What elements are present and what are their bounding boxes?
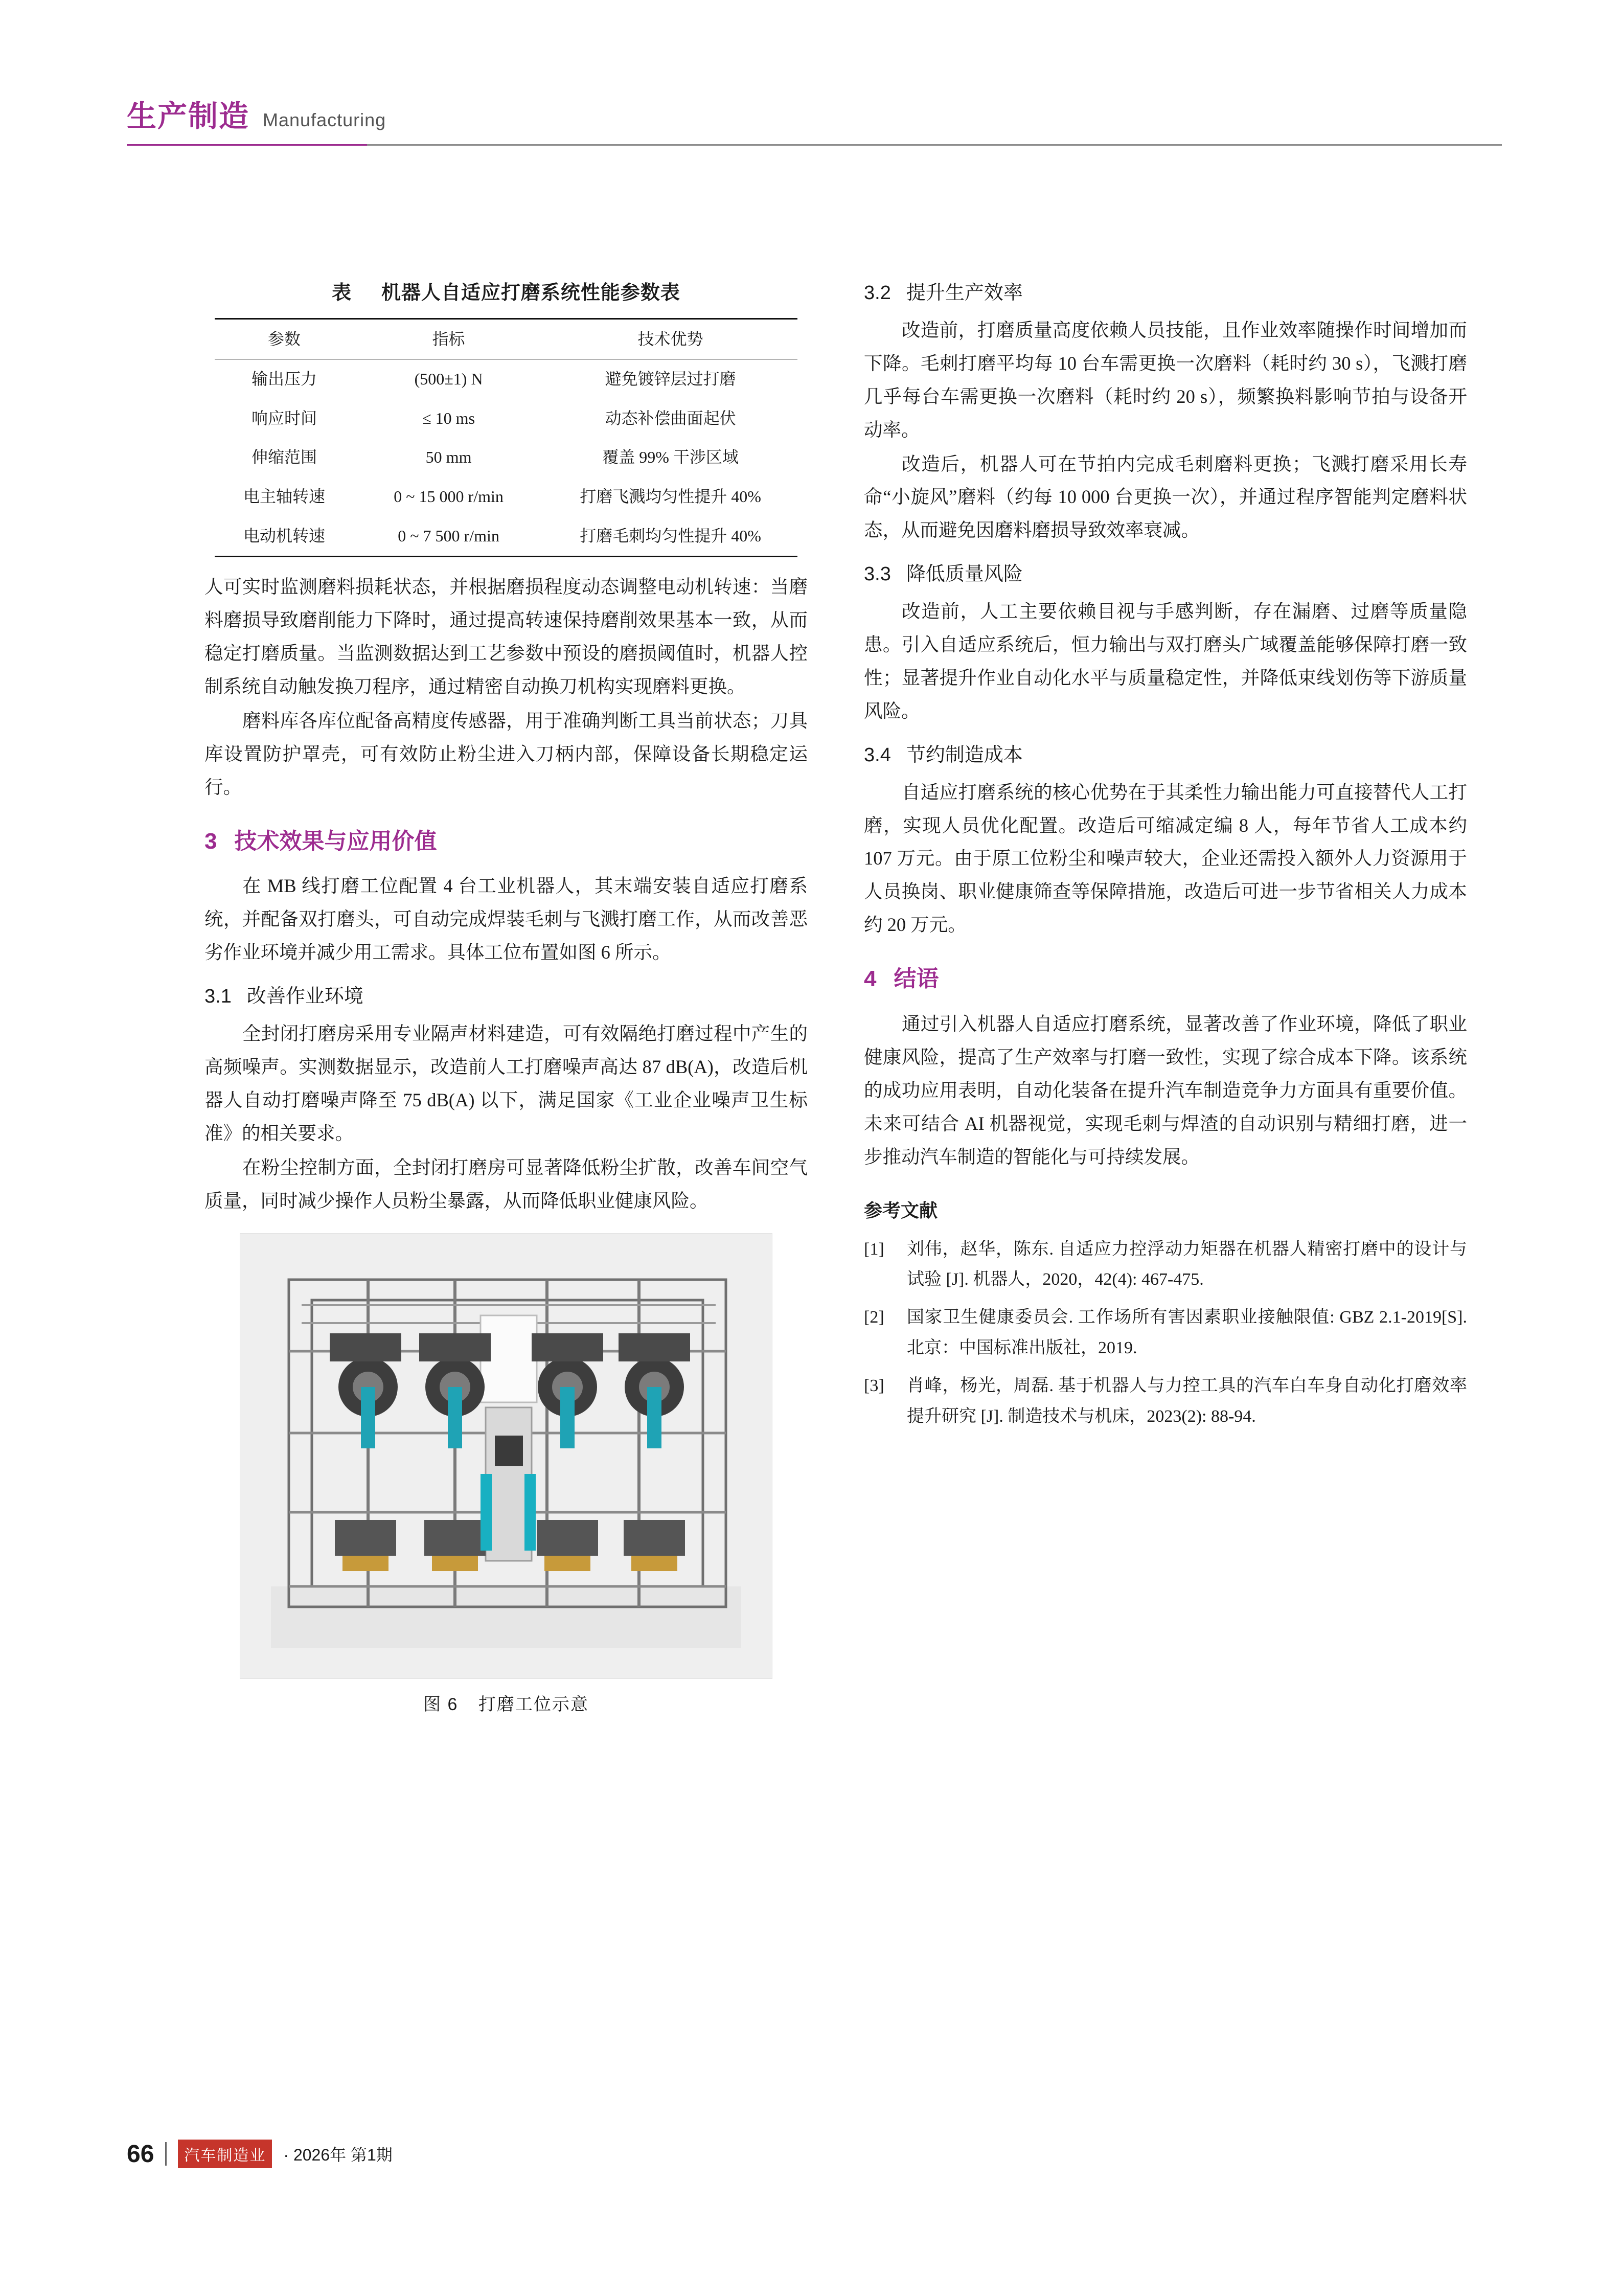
reference-text: 肖峰，杨光，周磊. 基于机器人与力控工具的汽车白车身自动化打磨效率提升研究 [J]. 制造技术与机床，2023(2): 88-94.	[907, 1376, 1467, 1426]
table-cell: ≤ 10 ms	[422, 408, 475, 427]
table-col-index: 指标	[354, 319, 543, 359]
body-paragraph: 在粉尘控制方面，全封闭打磨房可显著降低粉尘扩散，改善车间空气质量，同时减少操作人员粉尘暴露，从而降低职业健康风险。	[204, 1156, 808, 1211]
body-paragraph: 改造后，机器人可在节拍内完成毛刺磨料更换；飞溅打磨采用长寿命“小旋风”磨料（约每 10 000 台更换一次），并通过程序智能判定磨料状态，从而避免因磨料磨损导致效率衰减。	[864, 453, 1467, 541]
magazine-name: 汽车制造业	[178, 2140, 272, 2168]
issue-info: · 2026年 第1期	[283, 2146, 393, 2164]
reference-text: 国家卫生健康委员会. 工作场所有害因素职业接触限值: GBZ 2.1-2019[S]. 北京：中国标准出版社，2019.	[907, 1308, 1467, 1358]
body-paragraph: 人可实时监测磨料损耗状态，并根据磨损程度动态调整电动机转速：当磨料磨损导致磨削能力下降时，通过提高转速保持磨削效果基本一致，从而稳定打磨质量。当监测数据达到工艺参数中预设的磨损阈值时，机器人控制系统自动触发换刀程序，通过精密自动换刀机构实现磨料更换。	[204, 576, 808, 697]
body-paragraph: 全封闭打磨房采用专业隔声材料建造，可有效隔绝打磨过程中产生的高频噪声。实测数据显示，改造前人工打磨噪声高达 87 dB(A)，改造后机器人自动打磨噪声降至 75 dB(A) 以下，满足国家《工业企业噪声卫生标准》的相关要求。	[204, 1022, 808, 1144]
reference-item	[864, 1234, 1467, 1295]
table-row	[215, 399, 797, 438]
parameter-table-block	[204, 276, 808, 557]
table-cell: (500±1) N	[414, 369, 483, 388]
subsection-heading-3-3	[864, 557, 1467, 592]
subsection-title: 提升生产效率	[906, 282, 1023, 304]
page-number: 66	[127, 2140, 154, 2168]
reference-number: [3]	[864, 1376, 884, 1395]
table-row	[215, 516, 797, 556]
table-cell: 电动机转速	[215, 516, 354, 556]
table-cell: 避免镀锌层过打磨	[605, 369, 736, 388]
table-caption-text: 机器人自适应打磨系统性能参数表	[381, 282, 680, 304]
table-cell: 输出压力	[251, 369, 317, 388]
section-number: 3	[204, 829, 217, 854]
table-caption-label: 表	[332, 282, 352, 304]
subsection-heading-3-2	[864, 276, 1467, 311]
reference-number: [1]	[864, 1239, 884, 1259]
reference-item	[864, 1302, 1467, 1363]
grinding-station-illustration	[240, 1234, 772, 1678]
table-cell: 0 ~ 7 500 r/min	[354, 516, 543, 556]
figure-caption	[204, 1689, 808, 1720]
table-row	[215, 477, 797, 516]
section-title: 结语	[894, 966, 939, 992]
subsection-title: 降低质量风险	[906, 563, 1023, 585]
figure-label: 图 6	[423, 1694, 459, 1714]
header-title-chinese: 生产制造	[127, 100, 250, 133]
figure-caption-text: 打磨工位示意	[478, 1694, 589, 1714]
subsection-title: 节约制造成本	[906, 744, 1023, 766]
body-paragraph: 改造前，打磨质量高度依赖人员技能，且作业效率随操作时间增加而下降。毛刺打磨平均每 10 台车需更换一次磨料（耗时约 30 s），飞溅打磨几乎每台车需更换一次磨料（耗时约 20 s），频繁换料影响节拍与设备开动率。	[864, 319, 1467, 440]
page-header	[127, 92, 1502, 146]
subsection-number: 3.2	[864, 282, 891, 304]
table-col-param: 参数	[215, 319, 354, 359]
subsection-number: 3.3	[864, 563, 891, 585]
body-paragraph: 在 MB 线打磨工位配置 4 台工业机器人，其末端安装自适应打磨系统，并配备双打磨头，可自动完成焊装毛刺与飞溅打磨工作，从而改善恶劣作业环境并减少用工需求。具体工位布置如图 6 所示。	[204, 875, 808, 963]
reference-number: [2]	[864, 1308, 884, 1327]
parameter-table	[215, 318, 797, 558]
figure-image	[240, 1233, 772, 1679]
table-cell: 打磨毛刺均匀性提升 40%	[543, 516, 797, 556]
subsection-heading-3-4	[864, 738, 1467, 773]
right-column	[864, 276, 1467, 1439]
section-title: 技术效果与应用价值	[234, 829, 437, 854]
body-paragraph: 改造前，人工主要依赖目视与手感判断，存在漏磨、过磨等质量隐患。引入自适应系统后，恒力输出与双打磨头广域覆盖能够保障打磨一致性；显著提升作业自动化水平与质量稳定性，并降低束线划伤等下游质量风险。	[864, 601, 1467, 721]
table-col-advantage: 技术优势	[543, 319, 797, 359]
table-cell: 响应时间	[251, 408, 317, 427]
section-heading-4	[864, 959, 1467, 999]
table-row	[215, 359, 797, 398]
section-heading-3	[204, 822, 808, 861]
table-caption	[204, 276, 808, 311]
footer-divider	[165, 2142, 167, 2166]
table-header-row	[215, 319, 797, 359]
figure-6	[204, 1233, 808, 1720]
table-cell: 电主轴转速	[243, 487, 325, 506]
section-number: 4	[864, 966, 877, 992]
table-cell: 0 ~ 15 000 r/min	[394, 487, 504, 506]
body-paragraph: 通过引入机器人自适应打磨系统，显著改善了作业环境，降低了职业健康风险，提高了生产效率与打磨一致性，实现了综合成本下降。该系统的成功应用表明，自动化装备在提升汽车制造竞争力方面具有重要价值。未来可结合 AI 机器视觉，实现毛刺与焊渣的自动识别与精细打磨，进一步推动汽车制造的智能化与可持续发展。	[864, 1013, 1467, 1167]
header-title-english: Manufacturing	[263, 109, 386, 130]
table-cell: 打磨飞溅均匀性提升 40%	[580, 487, 761, 506]
table-cell: 50 mm	[425, 448, 472, 467]
body-paragraph: 自适应打磨系统的核心优势在于其柔性力输出能力可直接替代人工打磨，实现人员优化配置。改造后可缩减定编 8 人，每年节省人工成本约 107 万元。由于原工位粉尘和噪声较大，企业还需投入额外人力资源用于人员换岗、职业健康筛查等保障措施，改造后可进一步节省相关人力成本约 20 万元。	[864, 781, 1467, 936]
header-title-row	[127, 92, 1502, 135]
reference-text: 刘伟，赵华，陈东. 自适应力控浮动力矩器在机器人精密打磨中的设计与试验 [J]. 机器人，2020，42(4): 467-475.	[907, 1239, 1467, 1289]
left-column	[204, 276, 808, 1720]
reference-item	[864, 1371, 1467, 1432]
subsection-heading-3-1	[204, 980, 808, 1014]
subsection-number: 3.4	[864, 744, 891, 766]
table-cell: 覆盖 99% 干涉区域	[602, 448, 739, 467]
body-paragraph: 磨料库各库位配备高精度传感器，用于准确判断工具当前状态；刀具库设置防护罩壳，可有效防止粉尘进入刀柄内部，保障设备长期稳定运行。	[204, 710, 808, 798]
header-divider	[127, 144, 1502, 146]
references-heading: 参考文献	[864, 1199, 938, 1221]
subsection-number: 3.1	[204, 986, 232, 1008]
table-cell: 伸缩范围	[251, 448, 317, 467]
table-row	[215, 438, 797, 477]
header-divider-accent	[127, 144, 367, 146]
table-cell: 动态补偿曲面起伏	[605, 408, 736, 427]
subsection-title: 改善作业环境	[246, 986, 363, 1008]
page-footer	[127, 2140, 393, 2168]
